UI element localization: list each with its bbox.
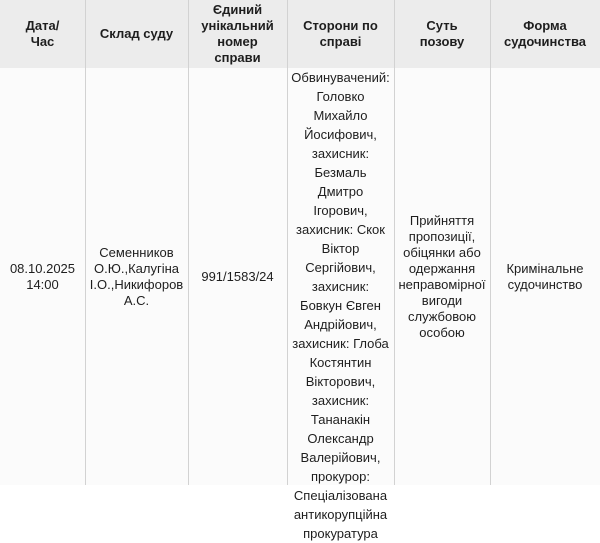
cell-parties: Обвинувачений: Головко Михайло Йосифович, захисник: Безмаль Дмитро Ігорович, захисник: Скок Віктор Сергійович, захисник: Бовкун Євген Андрійович, захисник: Глоба Костянтин Вікторович, захисник: Тананакін Олександр Валерійович, прокурор: Спеціалізована антикорупційна прокуратура	[291, 70, 390, 541]
header-datetime: Дата/ Час	[25, 18, 60, 49]
header-form: Форма судочинства	[503, 18, 587, 49]
cell-claim: Прийняття пропозиції, обіцянки або одержання неправомірної вигоди службовою особою	[398, 212, 486, 340]
cell-form: Кримінальне судочинство	[506, 260, 584, 292]
header-court: Склад суду	[99, 26, 174, 41]
cell-case-number: 991/1583/24	[201, 268, 274, 284]
cell-court: Семенников О.Ю.,Калугіна І.О.,Никифоров А.С.	[89, 244, 184, 308]
header-claim: Суть позову	[419, 18, 465, 49]
cell-datetime: 08.10.2025 14:00	[9, 260, 76, 292]
header-parties: Сторони по справі	[303, 18, 378, 49]
header-case-number: Єдиний унікальний номер справи	[201, 2, 274, 65]
